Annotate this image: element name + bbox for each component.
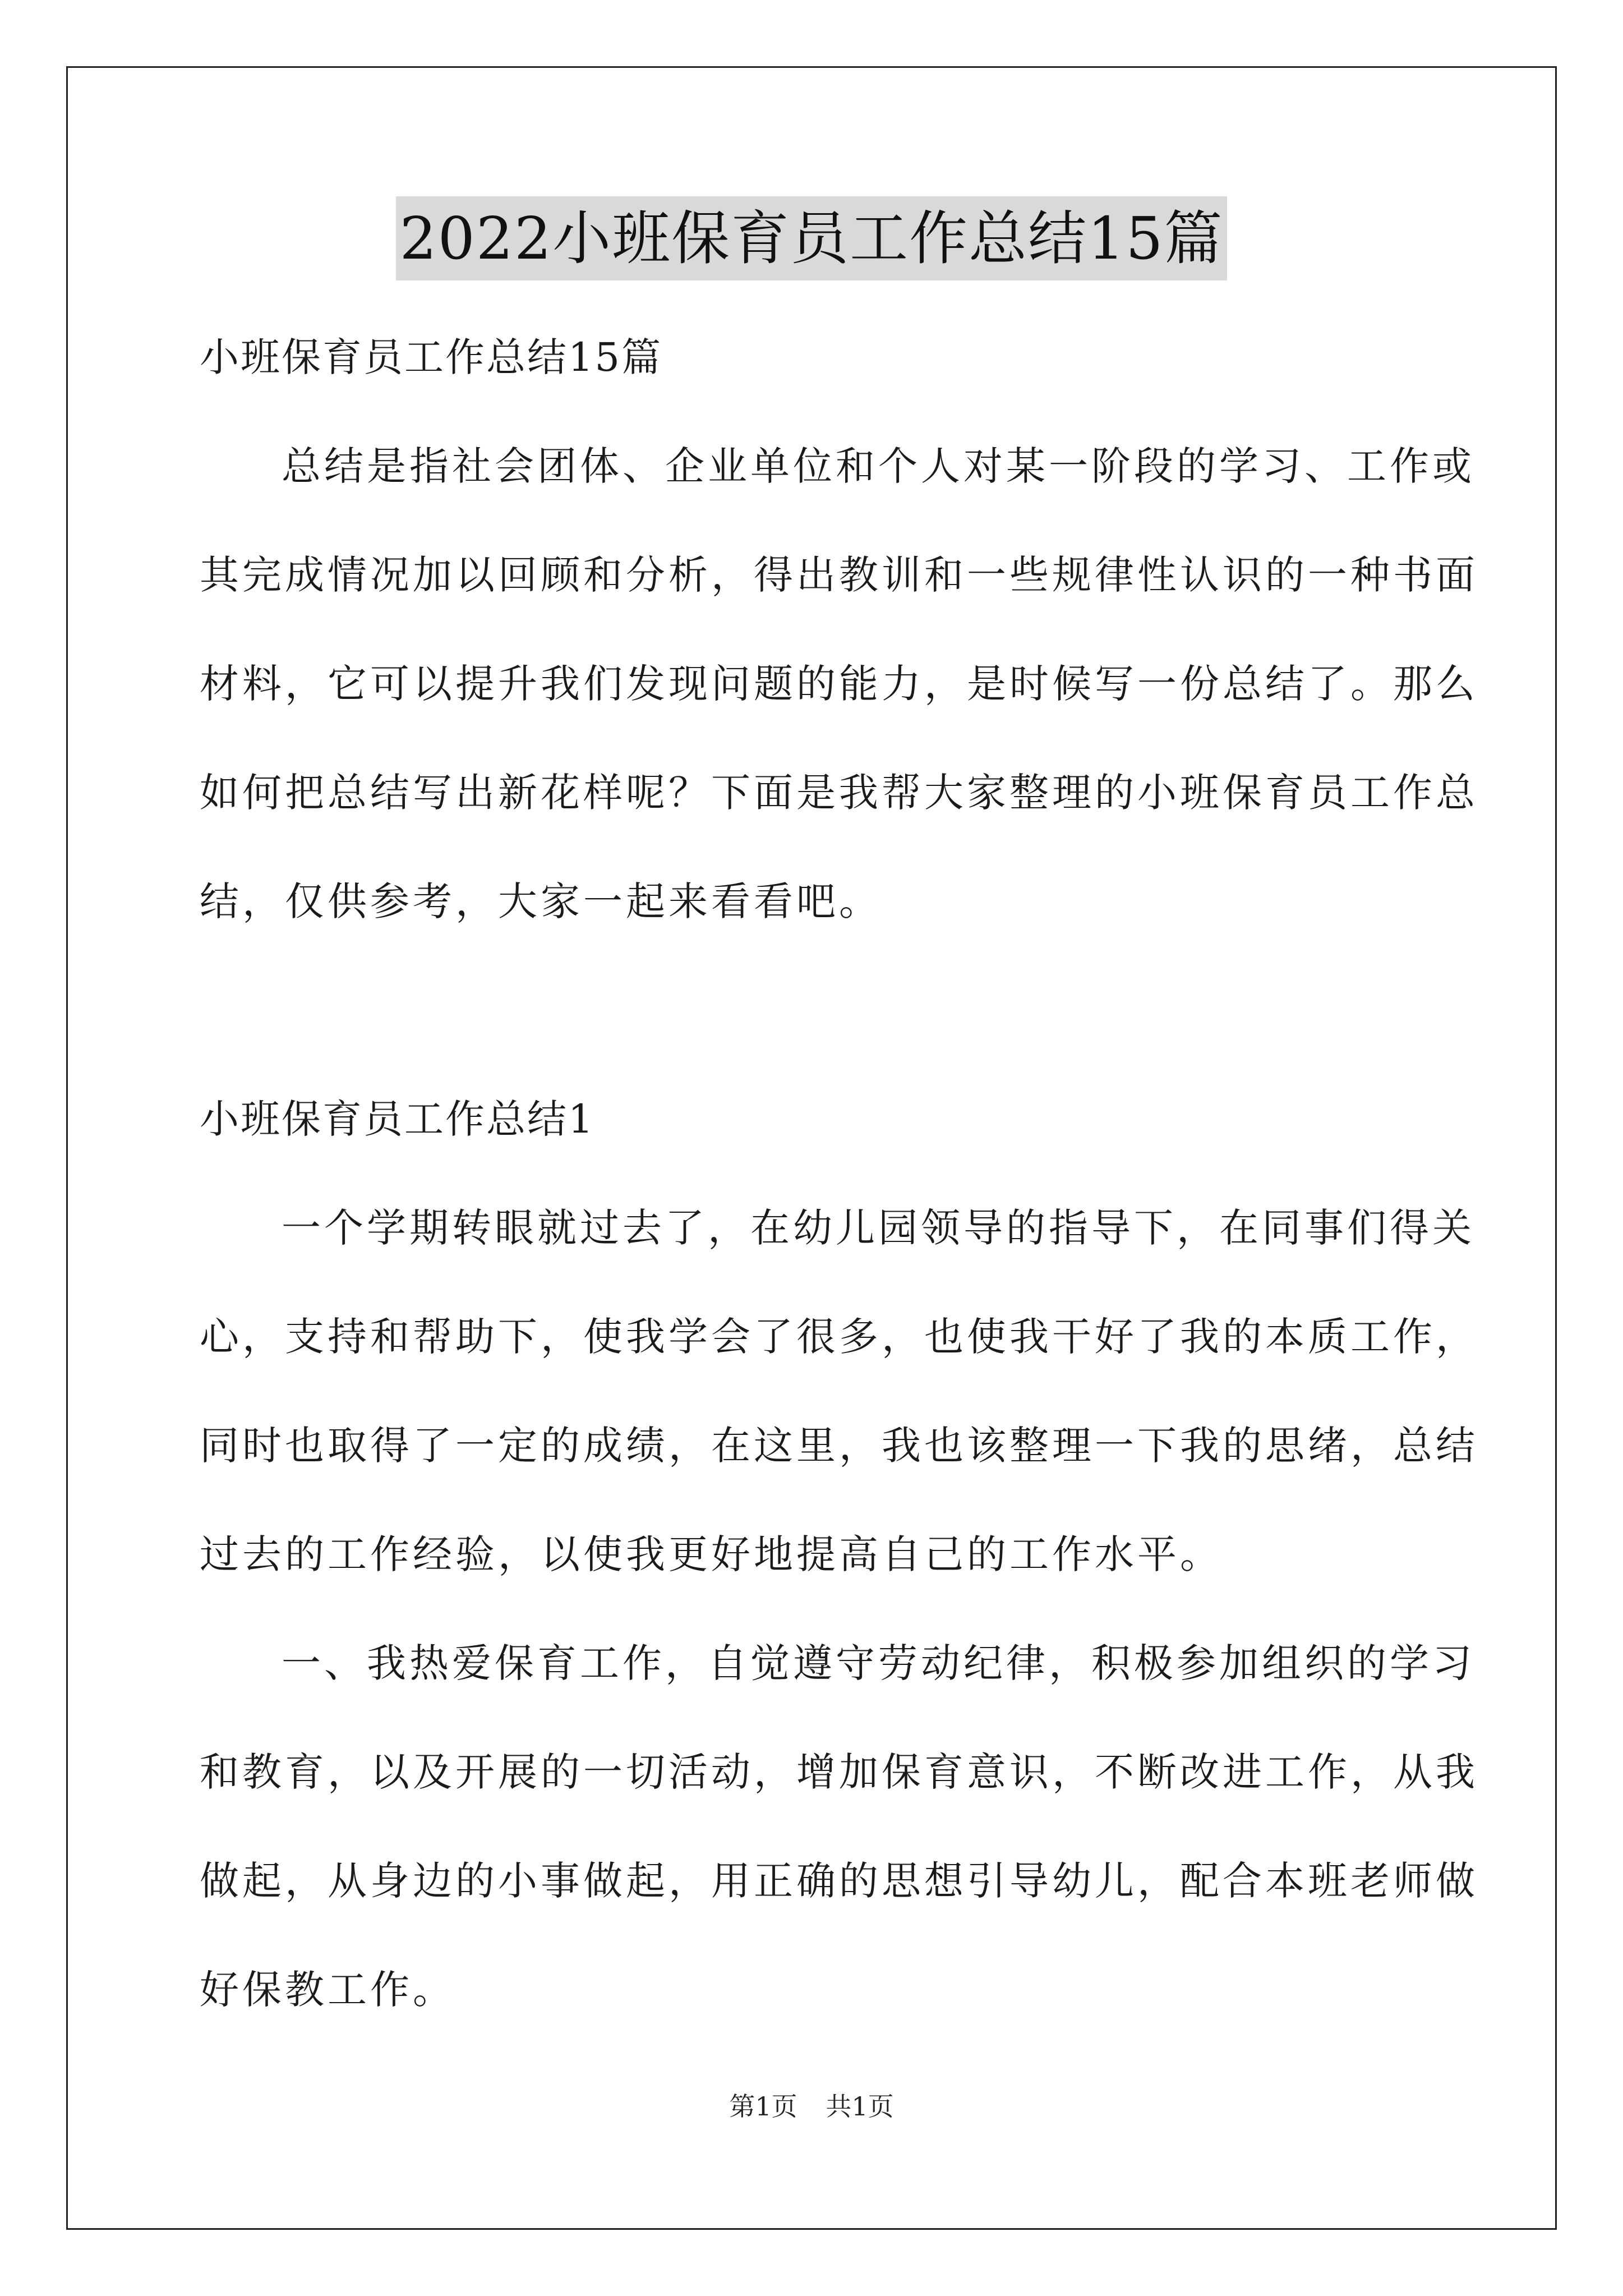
- page-footer: [0, 2090, 1623, 2123]
- paragraph-line: 同时也取得了一定的成绩，在这里，我也该整理一下我的思绪，总结: [200, 1423, 1478, 1469]
- intro-line: 结，仅供参考，大家一起来看看吧。: [200, 878, 882, 924]
- document-body: [200, 303, 1478, 2044]
- subtitle: 小班保育员工作总结15篇: [200, 334, 663, 380]
- paragraph-line: 做起，从身边的小事做起，用正确的思想引导幼儿，配合本班老师做: [200, 1858, 1478, 1904]
- intro-line: 如何把总结写出新花样呢？下面是我帮大家整理的小班保育员工作总: [200, 770, 1478, 816]
- section-heading: 小班保育员工作总结1: [200, 1096, 595, 1142]
- paragraph-line: 心，支持和帮助下，使我学会了很多，也使我干好了我的本质工作，: [200, 1314, 1478, 1360]
- paragraph-line: 一个学期转眼就过去了，在幼儿园领导的指导下，在同事们得关: [282, 1205, 1475, 1251]
- paragraph-line: 一、我热爱保育工作，自觉遵守劳动纪律，积极参加组织的学习: [282, 1640, 1475, 1686]
- page-total: 共1页: [826, 2091, 894, 2122]
- section-spacer: [200, 956, 1428, 1065]
- intro-line: 总结是指社会团体、企业单位和个人对某一阶段的学习、工作或: [282, 443, 1475, 489]
- page-number: 第1页: [729, 2091, 797, 2122]
- intro-line: 材料，它可以提升我们发现问题的能力，是时候写一份总结了。那么: [200, 661, 1478, 707]
- document-title: 2022小班保育员工作总结15篇: [396, 196, 1227, 280]
- paragraph-line: 和教育，以及开展的一切活动，增加保育意识，不断改进工作，从我: [200, 1749, 1478, 1795]
- paragraph-line: 好保教工作。: [200, 1967, 455, 2013]
- paragraph-line: 过去的工作经验，以使我更好地提高自己的工作水平。: [200, 1531, 1223, 1577]
- title-container: [0, 196, 1623, 280]
- intro-line: 其完成情况加以回顾和分析，得出教训和一些规律性认识的一种书面: [200, 552, 1478, 598]
